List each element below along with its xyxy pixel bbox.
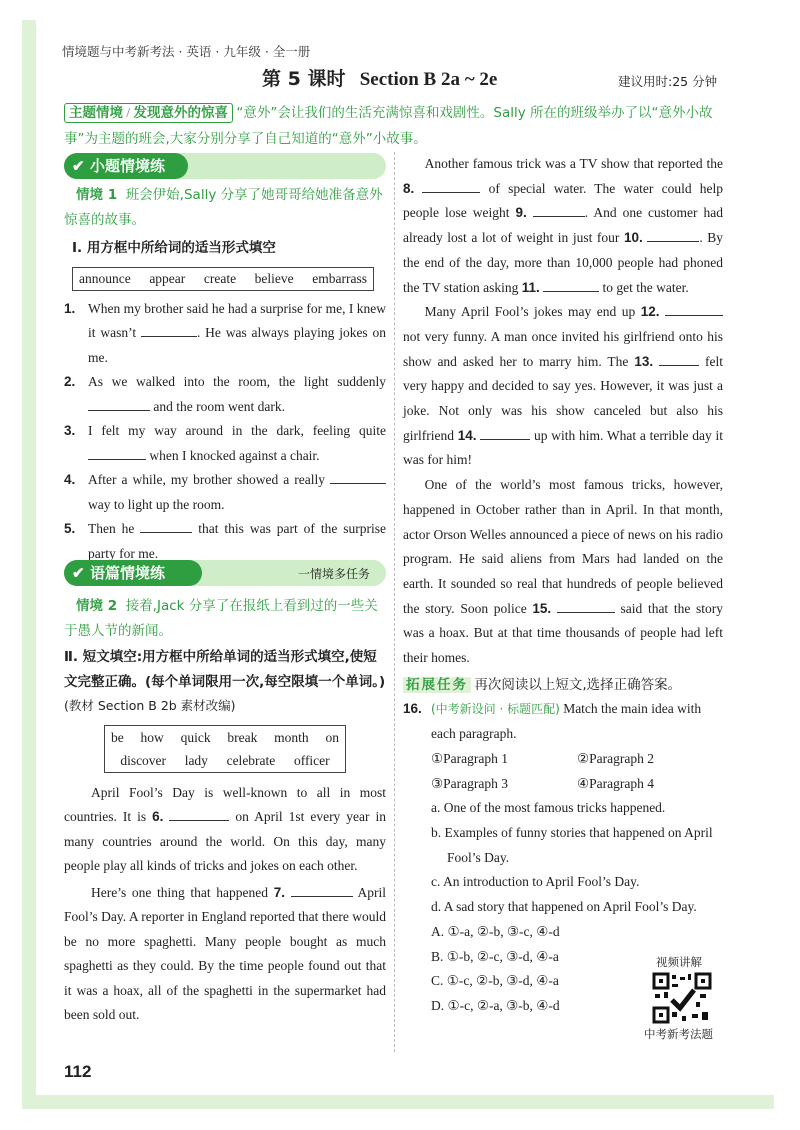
passage-text: of special water. The water could help people lose weight: [403, 180, 724, 221]
question-text: and the room went dark.: [153, 398, 285, 414]
part2-left-content: [64, 594, 386, 1028]
blank-number: 9.: [515, 205, 527, 221]
passage-paragraph-4: [403, 300, 723, 473]
question-2: [64, 370, 386, 419]
left-margin-strip: [22, 20, 36, 1105]
passage-text: felt very happy and decided to say yes. However, it was just a joke. Not only was his show canceled but also his girlfriend: [403, 353, 724, 443]
theme-block: [64, 100, 726, 152]
word-box-word: be: [111, 729, 124, 745]
passage-text: on April 1st every year in many countries around the world. On this day, many people play all kinds of tricks and jokes on each other.: [64, 809, 387, 873]
answer-blank[interactable]: [665, 303, 723, 316]
blank-number: 8.: [403, 180, 415, 196]
part1-instruction: Ⅰ. 用方框中所给词的适当形式填空: [72, 240, 276, 256]
column-divider: [394, 152, 395, 1052]
answer-option[interactable]: D. ①-c, ②-a, ③-b, ④-d: [431, 997, 560, 1013]
question-16: [403, 697, 723, 746]
word-box-word: believe: [254, 270, 294, 286]
answer-blank[interactable]: [330, 471, 386, 484]
answer-blank[interactable]: [533, 204, 585, 217]
question-text: Match the main idea with each paragraph.: [431, 701, 702, 742]
answer-blank[interactable]: [557, 600, 615, 613]
blank-number: 12.: [640, 304, 660, 320]
word-box-word: create: [203, 270, 237, 286]
situation1: [64, 183, 386, 232]
word-box-word: month: [274, 729, 309, 745]
theme-tag-label: 主题情境: [69, 105, 123, 121]
situation1-label: 情境 1: [76, 187, 118, 203]
answer-option[interactable]: C. ①-c, ②-b, ③-d, ④-a: [431, 973, 559, 989]
question-text: After a while, my brother showed a really: [88, 472, 326, 487]
paragraph-label: ③Paragraph 3: [431, 775, 508, 791]
theme-tag-subject: 发现意外的惊喜: [133, 105, 229, 121]
question-number: 4.: [64, 472, 76, 487]
part2-banner-note: 一情境多任务: [298, 567, 371, 581]
answer-blank[interactable]: [291, 883, 353, 896]
answer-blank[interactable]: [169, 808, 229, 821]
check-icon: ✔: [72, 566, 85, 582]
qr-code-icon[interactable]: [652, 972, 712, 1024]
question-5: [64, 517, 386, 566]
theme-tag: 主题情境 / 发现意外的惊喜: [64, 103, 233, 123]
part2-instruction-text: Ⅱ. 短文填空:用方框中所给单词的适当形式填空,使短文完整正确。(每个单词限用一次,每空限填一个单词。): [64, 649, 386, 690]
paragraph-options: [431, 747, 723, 796]
passage-text: said that the story was a hoax. But at that time thousands of people had left their homes.: [403, 600, 724, 666]
passage-paragraph-3: [403, 152, 723, 300]
paragraph-label: ①Paragraph 1: [431, 750, 508, 766]
passage-text: April Fool’s Day is well-known to all in most countries. It is: [64, 784, 386, 824]
answer-option[interactable]: B. ①-b, ②-c, ③-d, ④-a: [431, 948, 559, 964]
main-idea: d. A sad story that happened on April Fool’s Day.: [431, 899, 697, 915]
question-text: way to light up the room.: [88, 496, 225, 512]
word-box-word: on: [325, 729, 339, 745]
question-4: [64, 468, 386, 517]
check-icon: ✔: [72, 159, 85, 175]
passage-paragraph-1: [64, 781, 386, 879]
theme-intro: “意外”会让我们的生活充满惊喜和戏剧性。Sally 所在的班级举办了以“意外小故事”为主题的班会,大家分别分享了自己知道的“意外”小故事。: [64, 105, 713, 147]
part2-instruction-note: (教材 Section B 2b 素材改编): [64, 698, 236, 713]
part2-right-content: [403, 152, 723, 1019]
passage-text: Another famous trick was a TV show that reported the: [424, 156, 723, 171]
passage-text: April Fool’s Day. A reporter in England reported that there would be no more spaghetti. Many people bought as much spaghetti as they could. By the time people found out that it was a hoax, all of the spaghetti in the supermarket had been sold out.: [64, 884, 387, 1022]
passage-text: not very funny. A man once invited his girlfriend onto his show and asked her to marry him. The: [403, 328, 723, 369]
question-1: [64, 297, 386, 371]
question-3: [64, 419, 386, 468]
question-number: 1.: [64, 300, 76, 316]
answer-blank[interactable]: [422, 180, 480, 193]
series-title: 情境题与中考新考法 · 英语 · 九年级 · 全一册: [62, 44, 311, 59]
question-text: when I knocked against a chair.: [149, 447, 320, 463]
bottom-margin-strip: [22, 1095, 774, 1109]
passage-text: One of the world’s most famous tricks, however, happened in October rather than in April. In that month, actor Orson Welles announced a piece of news on his radio program. He said aliens from Mars had landed on the earth. It sounded so real that hundreds of people believed the story. Soon police: [403, 477, 723, 616]
word-box-word: officer: [293, 752, 330, 768]
passage-text: . By the end of the day, more than 10,000 people had phoned the TV station asking: [403, 230, 723, 295]
answer-blank[interactable]: [88, 446, 146, 459]
answer-blank[interactable]: [659, 352, 699, 365]
question-text: I felt my way around in the dark, feeling quite: [88, 423, 386, 438]
blank-number: 11.: [521, 279, 540, 295]
part2-instruction: [64, 645, 386, 719]
lesson-number: 第 5 课时: [262, 68, 346, 90]
passage-text: Many April Fool’s jokes may end up: [424, 304, 636, 320]
answer-blank[interactable]: [647, 229, 699, 242]
word-box-word: appear: [149, 270, 186, 286]
passage-paragraph-2: [64, 881, 386, 1028]
extension-task: [403, 673, 723, 698]
situation2: [64, 594, 386, 643]
passage-paragraph-5: [403, 473, 723, 671]
word-box-word: embarrass: [312, 270, 367, 286]
word-box-1: [72, 267, 374, 291]
passage-text: to get the water.: [602, 279, 689, 295]
question-text: When my brother said he had a surprise for me, I knew it wasn’t: [88, 300, 386, 340]
word-box-word: announce: [79, 270, 131, 286]
word-box-word: quick: [180, 729, 211, 745]
time-hint: 建议用时:25 分钟: [618, 74, 718, 89]
paragraph-label: ④Paragraph 4: [577, 775, 654, 791]
word-box-2: [104, 725, 346, 773]
answer-blank[interactable]: [543, 278, 599, 291]
main-idea: c. An introduction to April Fool’s Day.: [431, 874, 640, 890]
passage-text: . And one customer had already lost a lot of weight in just four: [403, 205, 724, 246]
answer-blank[interactable]: [480, 427, 530, 440]
answer-blank[interactable]: [141, 324, 197, 337]
situation2-label: 情境 2: [76, 598, 118, 614]
part1-banner: [64, 153, 188, 179]
word-box-word: discover: [120, 752, 167, 768]
question-number: 5.: [64, 521, 76, 536]
blank-number: 15.: [532, 600, 552, 616]
page-number: 112: [64, 1062, 92, 1081]
answer-blank[interactable]: [88, 397, 150, 410]
part1-banner-label: 小题情境练: [90, 157, 166, 175]
question-text: As we walked into the room, the light suddenly: [88, 374, 386, 389]
answer-option[interactable]: A. ①-a, ②-b, ③-c, ④-d: [431, 923, 560, 939]
extension-label: 拓展任务: [403, 677, 471, 693]
section-name: Section B 2a ~ 2e: [359, 69, 498, 90]
word-box-word: lady: [184, 752, 208, 768]
qr-code-graphic: [652, 972, 712, 1024]
main-ideas: [431, 796, 723, 920]
part2-banner-label: 语篇情境练: [90, 564, 166, 582]
question-number: 16.: [403, 701, 422, 717]
blank-number: 6.: [152, 809, 164, 824]
main-idea: a. One of the most famous tricks happened.: [431, 800, 666, 816]
word-box-word: break: [227, 729, 258, 745]
question-text: Then he: [88, 521, 135, 536]
paragraph-label: ②Paragraph 2: [577, 750, 654, 766]
question-text: . He was always playing jokes on me.: [88, 325, 387, 365]
question-number: 3.: [64, 423, 76, 438]
question-number: 2.: [64, 374, 76, 389]
answer-blank[interactable]: [140, 520, 192, 533]
main-idea: b. Examples of funny stories that happened on April Fool’s Day.: [431, 824, 713, 865]
passage-text: up with him. What a terrible day it was for him!: [403, 427, 724, 468]
blank-number: 13.: [634, 353, 654, 369]
situation1-text: 班会伊始,Sally 分享了她哥哥给她准备意外惊喜的故事。: [64, 187, 383, 228]
blank-number: 7.: [273, 884, 285, 900]
part1-content: [64, 183, 386, 566]
part2-banner: [64, 560, 202, 586]
extension-text: 再次阅读以上短文,选择正确答案。: [474, 676, 682, 693]
blank-number: 14.: [457, 427, 477, 443]
word-box-word: how: [140, 729, 164, 745]
qr-top-label: 视频讲解: [656, 955, 702, 969]
qr-bottom-label: 中考新考法题: [644, 1027, 713, 1041]
situation2-text: 接着,Jack 分享了在报纸上看到过的一些关于愚人节的新闻。: [64, 598, 378, 639]
lesson-title: [262, 64, 497, 91]
word-box-word: celebrate: [226, 752, 276, 768]
blank-number: 10.: [623, 230, 643, 246]
question-text: that this was part of the surprise party for me.: [88, 521, 386, 561]
passage-text: Here’s one thing that happened: [91, 884, 269, 900]
question-tag: (中考新设问 · 标题匹配): [431, 702, 560, 717]
